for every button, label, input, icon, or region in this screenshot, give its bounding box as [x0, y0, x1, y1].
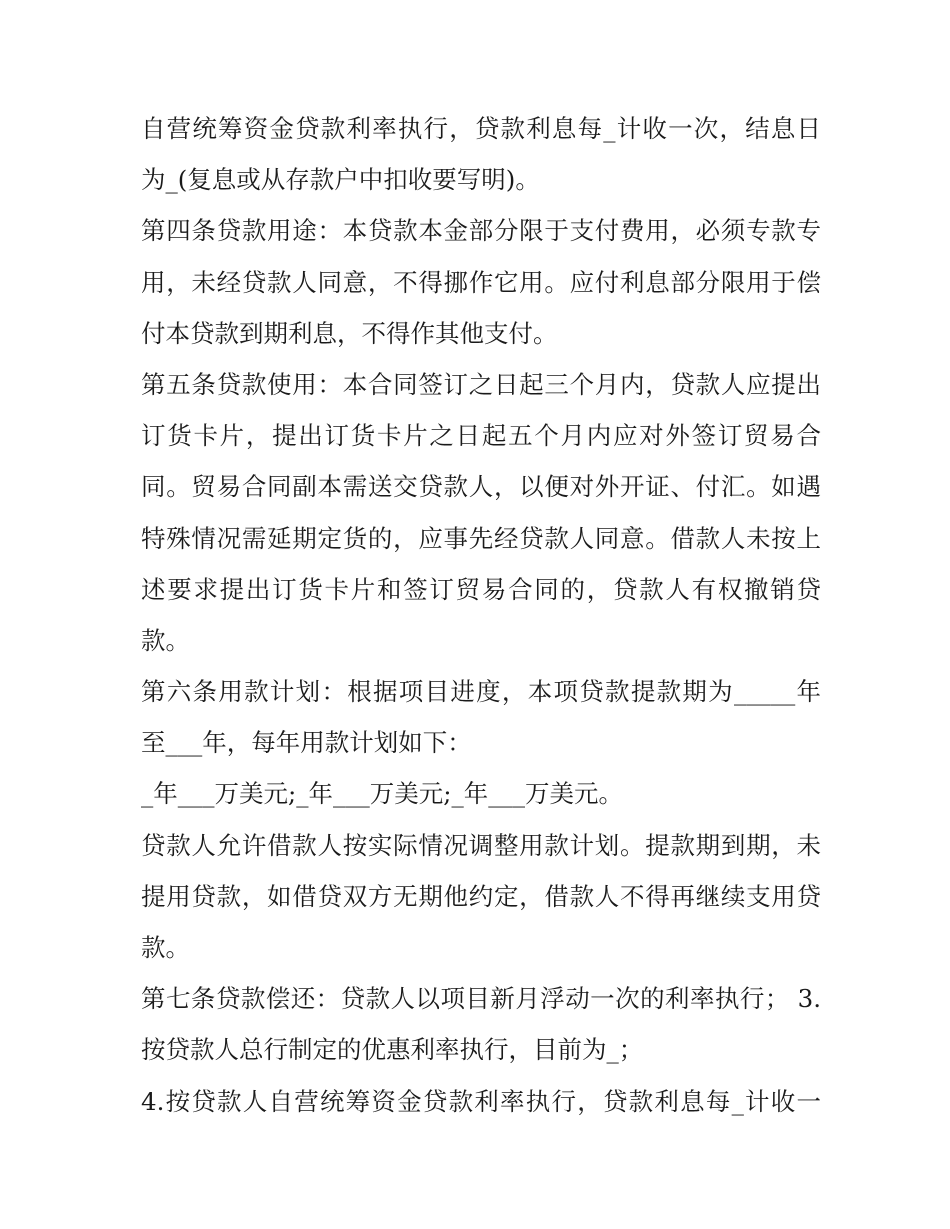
- text-line: 为_(复息或从存款户中扣收要写明)。: [141, 165, 540, 195]
- text-line: 4.按贷款人自营统筹资金贷款利率执行，贷款利息每_计收一: [141, 1086, 821, 1116]
- contract-text: [141, 103, 821, 1127]
- text-line: 述要求提出订货卡片和签订贸易合同的，贷款人有权撤销贷: [141, 574, 821, 604]
- text-line: 第五条贷款使用：本合同签订之日起三个月内，贷款人应提出: [141, 369, 821, 399]
- text-line: 款。: [141, 625, 190, 655]
- text-line: 提用贷款，如借贷双方无期他约定，借款人不得再继续支用贷: [141, 881, 821, 911]
- text-line: 自营统筹资金贷款利率执行，贷款利息每_计收一次，结息日: [141, 114, 821, 143]
- text-line: 款。: [141, 933, 190, 962]
- text-line: 贷款人允许借款人按实际情况调整用款计划。提款期到期，未: [141, 830, 821, 860]
- text-line: _年___万美元;_年___万美元;_年___万美元。: [141, 779, 624, 809]
- text-line: 至___年，每年用款计划如下：: [141, 728, 472, 758]
- text-line: 特殊情况需延期定货的，应事先经贷款人同意。借款人未按上: [141, 523, 821, 553]
- text-line: 第六条用款计划：根据项目进度，本项贷款提款期为_____年: [141, 677, 821, 707]
- text-line: 同。贸易合同副本需送交贷款人，以便对外开证、付汇。如遇: [141, 472, 821, 502]
- text-line: 订货卡片，提出订货卡片之日起五个月内应对外签订贸易合: [141, 421, 821, 451]
- text-line: 用，未经贷款人同意，不得挪作它用。应付利息部分限用于偿: [141, 267, 821, 297]
- text-line: 第四条贷款用途：本贷款本金部分限于支付费用，必须专款专: [141, 216, 821, 246]
- text-line: 按贷款人总行制定的优惠利率执行，目前为_；: [141, 1035, 644, 1065]
- text-line: 付本贷款到期利息，不得作其他支付。: [141, 318, 558, 348]
- text-line: 第七条贷款偿还：贷款人以项目新月浮动一次的利率执行； 3.: [141, 984, 821, 1014]
